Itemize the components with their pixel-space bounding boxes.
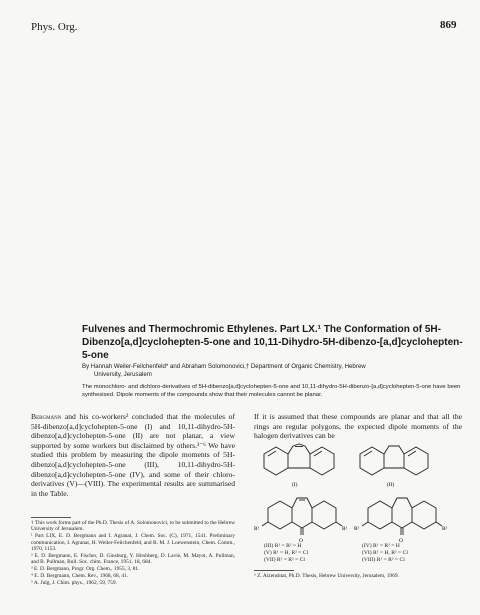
structure-IV-r1: R¹ — [354, 526, 360, 532]
caption-VII: (VII) R¹ = R² = Cl — [264, 557, 305, 564]
page-number: 869 — [440, 19, 457, 31]
body-column-right: If it is assumed that these compounds are planar and that all the rings are regular polygons, the expected dipole moments of the halogen derivatives can be — [254, 412, 462, 441]
structure-IV-oxygen: O — [399, 538, 403, 544]
footnote: ² E. D. Bergmann, E. Fischer, D. Ginsburg, Y. Hirshberg, D. Lavie, M. Mayot, A. Pullman, and B. Pullman, Bull. Soc. chim. France, 1951, 18, 684. — [31, 552, 235, 566]
footnote: ⁶ Z. Aizenshtat, Ph.D. Thesis, Hebrew University, Jerusalem, 1969. — [254, 573, 399, 579]
caption-V: (V) R¹ = H, R² = Cl — [264, 550, 309, 557]
footnote-rule-left — [31, 517, 71, 518]
author-block — [82, 363, 470, 379]
structure-III-oxygen: O — [299, 538, 303, 544]
authors-affiliation: University, Jerusalem — [94, 371, 152, 378]
structure-II-label: (II) — [387, 482, 395, 488]
caption-right — [362, 543, 462, 565]
structure-IV-r2: R² — [442, 526, 448, 532]
caption-left — [264, 543, 354, 565]
structure-I — [264, 444, 334, 475]
article-title: Fulvenes and Thermochromic Ethylenes. Part LX.¹ The Conformation of 5H-Dibenzo[a,d]cyclohepten-5-one and 10,11-Dihydro-5H-dibenzo-[a,d]cyclohepten-5-one — [82, 324, 463, 361]
structure-IV-type — [362, 498, 442, 535]
footnote: ⁵ A. Julg, J. Chim. phys., 1962, 59, 759. — [31, 579, 117, 586]
structure-I-label: (I) — [292, 482, 298, 488]
body-paragraph-left: and his co-workers² concluded that the molecules of 5H-dibenzo[a,d]cyclohepten-5-one (I) and 10,11-dihydro-5H-dibenzo[a,d]cyclohepten-5-one (II) are not planar, a view supported by some workers but disclaimed by others.³⁻⁶ We have studied this problem by measuring the dipole moments of 5H-dibenzo[a,d]cyclohepten-5-one (III), 10,11-dihydro-5H-dibenzo[a,d]cyclohepten-5-one (IV), and some of their chloro-derivatives (V)—(VIII). The experimental results are summarised in the Table. — [31, 412, 235, 498]
footnote: ³ E. D. Bergmann, Progr. Org. Chem., 1955, 3, 81. — [31, 566, 140, 573]
footnotes-right — [254, 573, 462, 580]
caption-VIII: (VIII) R¹ = R² = Cl — [362, 557, 405, 564]
structure-III-type — [262, 498, 342, 535]
footnote: † This work forms part of the Ph.D. Thesis of A. Solomonovici, to be submitted to the Hebrew University of Jerusalem. — [31, 520, 235, 533]
structure-II — [360, 446, 428, 475]
footnote: ¹ Part LIX, E. D. Bergmann and I. Agranat, J. Chem. Soc. (C), 1971, 1541. Preliminary communication, I. Agranat, H. Weiler-Feilchenfeld, and R. M. J. Loewenstein, Chem. Comm., 1970, 1153. — [31, 533, 235, 553]
caption-III: (III) R¹ = R² = H — [264, 543, 302, 549]
footnote-rule-right — [254, 570, 294, 571]
journal-name: Phys. Org. — [31, 21, 78, 33]
footnote: ⁴ E. D. Bergmann, Chem. Rev., 1968, 68, 41. — [31, 572, 129, 579]
caption-VI: (VI) R¹ = H, R² = Cl — [362, 550, 408, 557]
structure-III-r2: R² — [342, 526, 348, 532]
authors-line: By Hannah Weiler-Feilchenfeld* and Abraham Solomonovici,† Department of Organic Chemistry, Hebrew — [82, 363, 366, 370]
structure-III-r1: R¹ — [254, 526, 260, 532]
body-column-left — [31, 412, 235, 498]
abstract: The monochloro- and dichloro-derivatives of 5H-dibenzo[a,d]cyclohepten-5-one and 10,11-dihydro-5H-dibenzo-[a,d]cyclohepten-5-one have been synthesised. Dipole moments of the compounds show that their molecules cannot be planar. — [82, 384, 461, 398]
caption-IV: (IV) R¹ = R² = H — [362, 543, 400, 549]
body-lead-word: Bergmann — [31, 412, 62, 421]
footnotes-left — [31, 520, 235, 586]
